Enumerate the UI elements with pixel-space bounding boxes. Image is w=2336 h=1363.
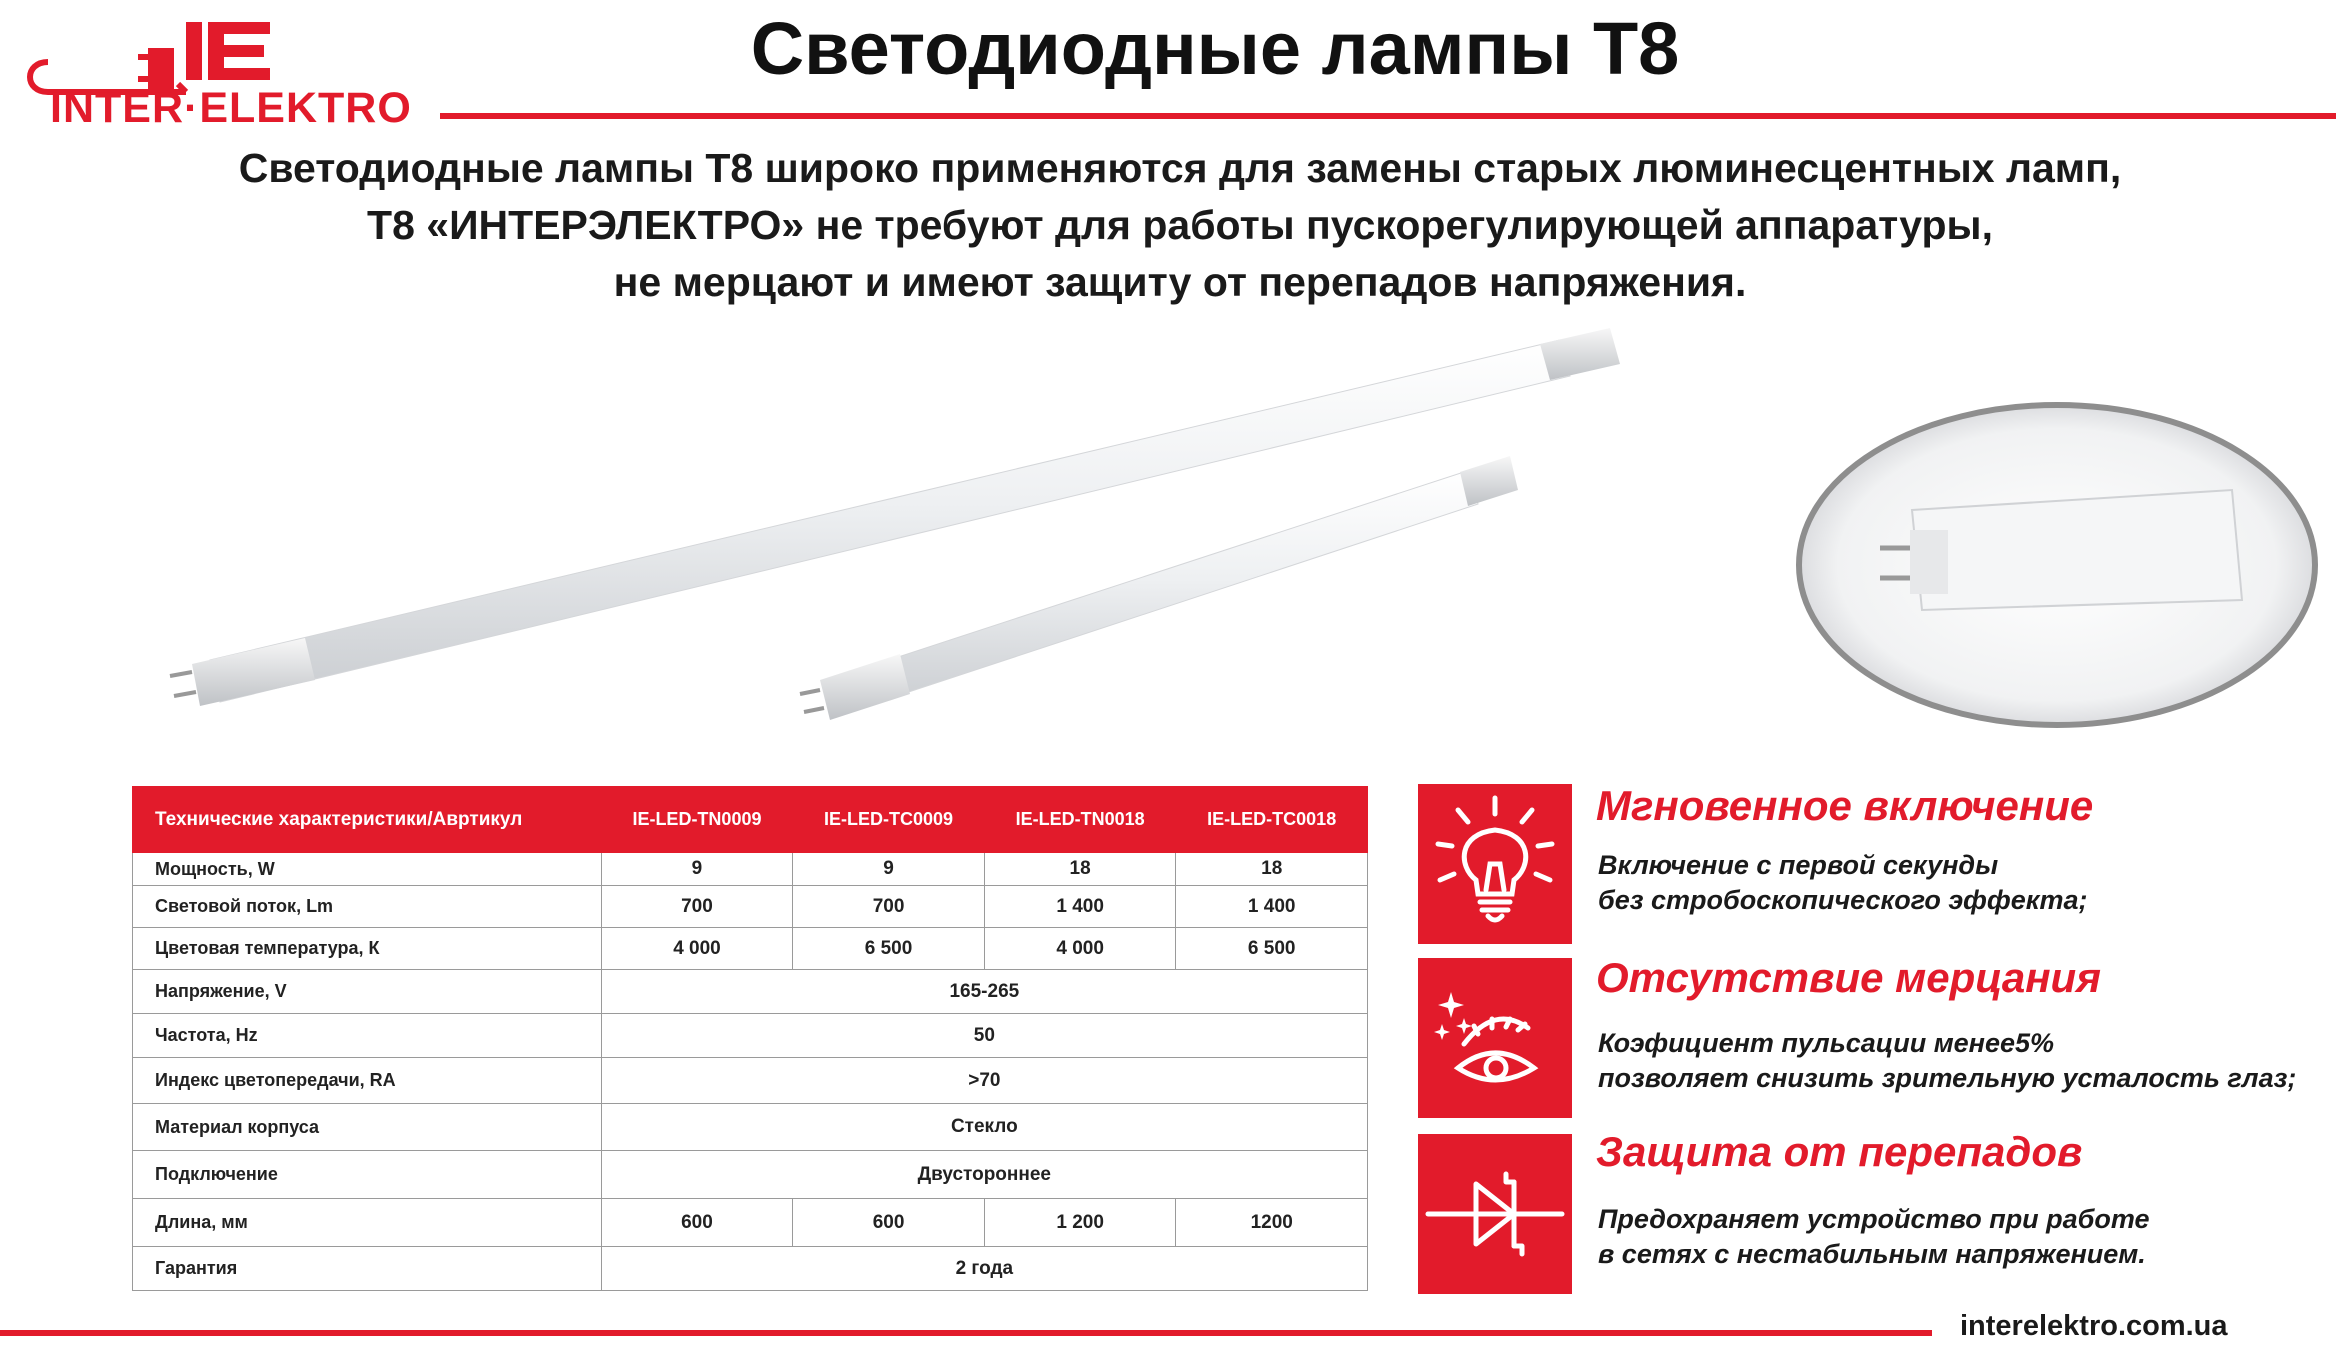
table-row [133,1199,1368,1247]
spec-table [132,786,1368,1291]
feature-title: Защита от перепадов [1596,1128,2083,1175]
table-cell: 6 500 [793,928,985,970]
page-title: Светодиодные лампы Т8 [750,7,1680,90]
table-cell-param: Световой поток, Lm [133,886,602,928]
feature-description [1598,848,2087,918]
table-cell: 1 400 [984,886,1176,928]
feature-desc-line: Коэфициент пульсации менее5% [1598,1028,2055,1058]
footer-divider [0,1330,1932,1336]
table-row [133,853,1368,886]
tube-closeup-image [1792,400,2322,730]
table-cell: 6 500 [1176,928,1368,970]
intro-text [60,140,2300,311]
feature-desc-line: позволяет снизить зрительную усталость глаз; [1598,1063,2297,1093]
intro-line: Т8 «ИНТЕРЭЛЕКТРО» не требуют для работы пускорегулирующей аппаратуры, [367,202,1993,248]
table-cell: 9 [601,853,793,886]
table-row [133,1014,1368,1058]
feature-desc-line: без стробоскопического эффекта; [1598,885,2088,915]
table-cell-param: Длина, мм [133,1199,602,1247]
table-cell-param: Частота, Hz [133,1014,602,1058]
website-link[interactable]: interelektro.com.ua [1960,1310,2228,1342]
table-cell: 4 000 [601,928,793,970]
table-cell-param: Напряжение, V [133,970,602,1014]
table-cell-merged: >70 [601,1058,1367,1104]
feature-title: Мгновенное включение [1596,782,2094,829]
feature-desc-line: Предохраняет устройство при работе [1598,1204,2150,1234]
feature-description [1598,1026,2296,1096]
table-header-cell: Технические характеристики/Авртикул [133,787,602,853]
feature-icon-box [1418,784,1572,944]
table-cell-merged: Двустороннее [601,1151,1367,1199]
feature-icon-box [1418,958,1572,1118]
table-cell: 18 [1176,853,1368,886]
table-header-cell: IE-LED-TN0009 [601,787,793,853]
table-cell: 9 [793,853,985,886]
table-cell-merged: Стекло [601,1104,1367,1151]
table-cell-param: Материал корпуса [133,1104,602,1151]
header-divider [440,113,2336,119]
table-cell: 600 [601,1199,793,1247]
table-cell: 18 [984,853,1176,886]
feature-title: Отсутствие мерцания [1596,954,2101,1001]
table-row [133,886,1368,928]
table-row [133,1104,1368,1151]
table-cell: 4 000 [984,928,1176,970]
feature-desc-line: в сетях с нестабильным напряжением. [1598,1239,2146,1269]
light-bulb-icon [1418,784,1572,944]
table-header-cell: IE-LED-TC0018 [1176,787,1368,853]
table-cell: 600 [793,1199,985,1247]
table-cell-merged: 165-265 [601,970,1367,1014]
table-cell: 700 [601,886,793,928]
table-cell-param: Гарантия [133,1247,602,1291]
brand-name: INTER·ELEKTRO [50,84,412,132]
table-row [133,970,1368,1014]
table-cell-param: Цветовая температура, К [133,928,602,970]
table-cell-merged: 2 года [601,1247,1367,1291]
feature-desc-line: Включение с первой секунды [1598,850,1999,880]
table-cell: 1200 [1176,1199,1368,1247]
table-header-cell: IE-LED-TC0009 [793,787,985,853]
table-row [133,928,1368,970]
table-header-cell: IE-LED-TN0018 [984,787,1176,853]
table-cell-param: Индекс цветопередачи, RA [133,1058,602,1104]
table-row [133,1058,1368,1104]
table-cell-merged: 50 [601,1014,1367,1058]
table-cell-param: Мощность, W [133,853,602,886]
table-cell: 1 400 [1176,886,1368,928]
table-cell: 1 200 [984,1199,1176,1247]
intro-line: Светодиодные лампы Т8 широко применяются для замены старых люминесцентных ламп, [238,145,2122,191]
eye-sparkle-icon [1418,958,1572,1118]
feature-description [1598,1202,2150,1272]
table-cell: 700 [793,886,985,928]
table-row [133,1151,1368,1199]
feature-icon-box [1418,1134,1572,1294]
led-tubes-image [140,320,1640,750]
diode-icon [1418,1134,1572,1294]
table-row [133,1247,1368,1291]
table-cell-param: Подключение [133,1151,602,1199]
table-header-row [133,787,1368,853]
intro-line: не мерцают и имеют защиту от перепадов напряжения. [613,259,1747,305]
